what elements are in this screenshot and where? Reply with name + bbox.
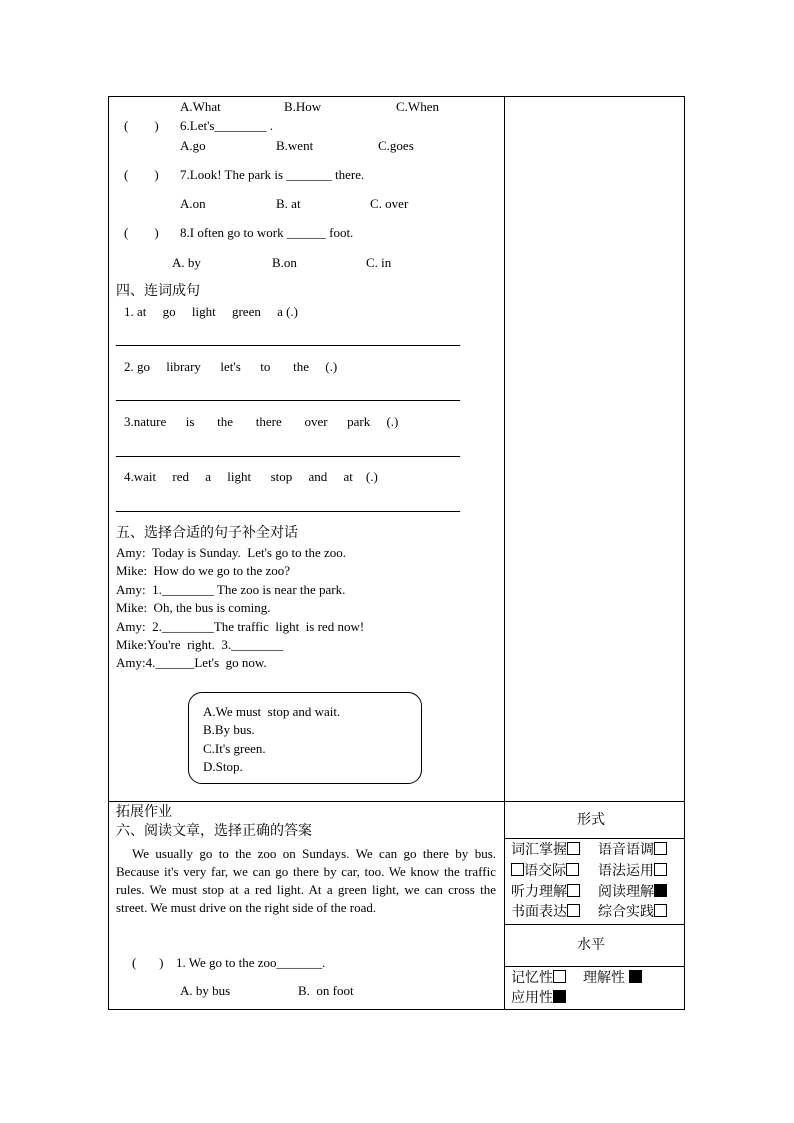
form-title: 形式 <box>577 812 605 828</box>
level-item[interactable] <box>511 990 566 1006</box>
reading-q1-option-a: A. by bus <box>180 983 231 998</box>
skill-item[interactable] <box>511 884 580 900</box>
table-left-border <box>108 96 109 1009</box>
checkbox[interactable] <box>654 904 667 917</box>
skill-label: 词汇掌握 <box>511 842 567 858</box>
checkbox-checked[interactable] <box>654 884 667 897</box>
level-label: 应用性 <box>511 990 553 1006</box>
answer-line-1[interactable] <box>116 345 460 346</box>
table-col-divider <box>504 96 505 1009</box>
checkbox-checked[interactable] <box>629 970 642 983</box>
q5-option-a: A.What <box>180 99 221 114</box>
q7-option-c: C. over <box>370 196 409 211</box>
checkbox[interactable] <box>567 884 580 897</box>
table-right-border <box>684 96 685 1009</box>
dialogue-line: Mike:You're right. 3.________ <box>116 637 284 652</box>
q5-option-c: C.When <box>396 99 439 114</box>
answer-line-3[interactable] <box>116 456 460 457</box>
skill-label: 阅读理解 <box>598 884 654 900</box>
reading-q1-stem: 1. We go to the zoo_______. <box>176 955 326 970</box>
checkbox[interactable] <box>511 863 524 876</box>
checkbox[interactable] <box>567 904 580 917</box>
ordering-item-4: 4.wait red a light stop and at (.) <box>124 469 378 484</box>
skill-item[interactable] <box>511 842 580 858</box>
ordering-item-3: 3.nature is the there over park (.) <box>124 414 399 429</box>
skill-label: 语交际 <box>524 863 566 879</box>
dialogue-line: Mike: Oh, the bus is coming. <box>116 600 271 615</box>
dialogue-line: Amy: 1.________ The zoo is near the park. <box>116 582 346 597</box>
table-top-border <box>108 96 685 97</box>
checkbox[interactable] <box>553 970 566 983</box>
q7-option-a: A.on <box>180 196 206 211</box>
section-5-title: 五、选择合适的句子补全对话 <box>116 525 298 541</box>
skill-label: 语法运用 <box>598 863 654 879</box>
section-6-title: 六、阅读文章，选择正确的答案 <box>116 823 312 839</box>
level-divider-bottom <box>504 966 684 967</box>
form-divider <box>504 838 684 839</box>
section-4-title: 四、连词成句 <box>116 283 200 299</box>
skill-item[interactable] <box>598 904 667 920</box>
reading-q1-answer-paren[interactable]: ( ) <box>132 955 164 970</box>
skill-item[interactable] <box>598 884 667 900</box>
skill-item[interactable] <box>598 842 667 858</box>
dialogue-option-b: B.By bus. <box>203 722 255 737</box>
level-item[interactable] <box>511 970 566 986</box>
dialogue-line: Mike: How do we go to the zoo? <box>116 563 291 578</box>
dialogue-option-d: D.Stop. <box>203 759 243 774</box>
table-bottom-border <box>108 1009 685 1010</box>
reading-q1-option-b: B. on foot <box>298 983 354 998</box>
skill-label: 书面表达 <box>511 904 567 920</box>
level-divider-top <box>504 924 684 925</box>
checkbox[interactable] <box>654 863 667 876</box>
q8-answer-paren[interactable]: ( ) <box>124 225 159 240</box>
ordering-item-2: 2. go library let's to the (.) <box>124 359 338 374</box>
ordering-item-1: 1. at go light green a (.) <box>124 304 299 319</box>
q8-stem: 8.I often go to work ______ foot. <box>180 225 354 240</box>
skill-item[interactable] <box>511 863 579 879</box>
skill-item[interactable] <box>598 863 667 879</box>
dialogue-option-c: C.It's green. <box>203 741 266 756</box>
q6-answer-paren[interactable]: ( ) <box>124 118 159 133</box>
checkbox-checked[interactable] <box>553 990 566 1003</box>
level-label: 记忆性 <box>511 970 553 986</box>
level-item[interactable] <box>583 970 642 986</box>
level-title: 水平 <box>577 937 605 953</box>
skill-label: 语音语调 <box>598 842 654 858</box>
extension-title: 拓展作业 <box>116 804 172 820</box>
q8-option-c: C. in <box>366 255 392 270</box>
q7-option-b: B. at <box>276 196 301 211</box>
dialogue-line: Amy: Today is Sunday. Let's go to the zoo. <box>116 545 346 560</box>
q7-stem: 7.Look! The park is _______ there. <box>180 167 365 182</box>
level-label: 理解性 <box>583 970 625 986</box>
reading-passage: We usually go to the zoo on Sundays. We can go there by bus. Because it's very far, we can go there by car, too. We know the traffic rules. We must stop at a red light. At a green light, we can cross the street. We must drive on the right side of the road. <box>116 846 496 915</box>
table-mid-border <box>108 801 685 802</box>
q6-option-c: C.goes <box>378 138 414 153</box>
answer-line-2[interactable] <box>116 400 460 401</box>
q8-option-b: B.on <box>272 255 297 270</box>
q6-stem: 6.Let's________ . <box>180 118 273 133</box>
q7-answer-paren[interactable]: ( ) <box>124 167 159 182</box>
q6-option-b: B.went <box>276 138 314 153</box>
checkbox[interactable] <box>654 842 667 855</box>
skill-label: 综合实践 <box>598 904 654 920</box>
q6-option-a: A.go <box>180 138 206 153</box>
checkbox[interactable] <box>566 863 579 876</box>
checkbox[interactable] <box>567 842 580 855</box>
skill-item[interactable] <box>511 904 580 920</box>
dialogue-line: Amy: 2.________The traffic light is red now! <box>116 619 365 634</box>
dialogue-option-a: A.We must stop and wait. <box>203 704 341 719</box>
answer-line-4[interactable] <box>116 511 460 512</box>
q5-option-b: B.How <box>284 99 322 114</box>
skill-label: 听力理解 <box>511 884 567 900</box>
q8-option-a: A. by <box>172 255 201 270</box>
dialogue-line: Amy:4.______Let's go now. <box>116 655 267 670</box>
